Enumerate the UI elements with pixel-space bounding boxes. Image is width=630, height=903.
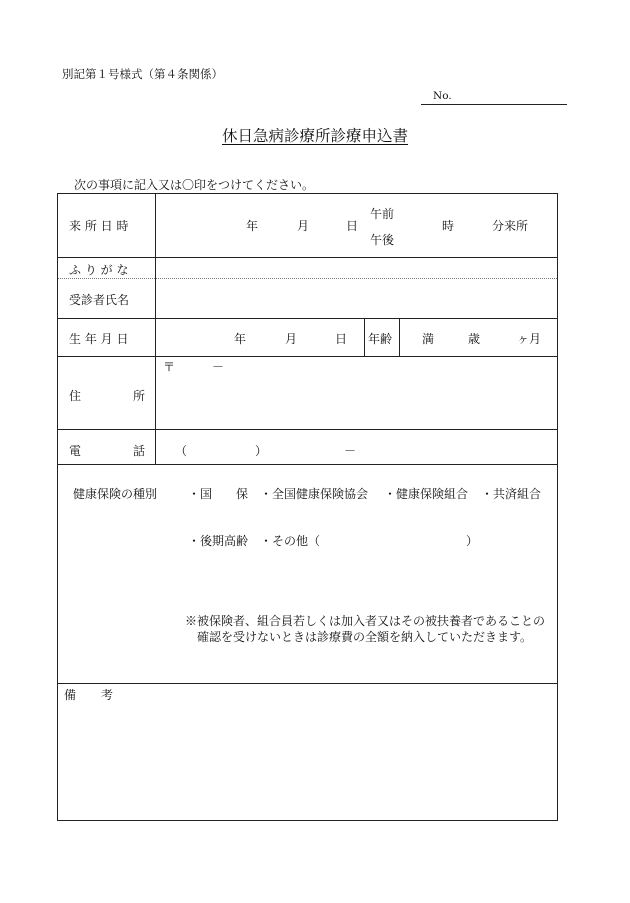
age-full-prefix: 満 xyxy=(422,332,435,346)
age-column-divider xyxy=(364,318,365,356)
application-form-table xyxy=(57,193,558,821)
insurance-other-field[interactable] xyxy=(318,530,464,548)
birth-day-unit: 日 xyxy=(335,332,348,346)
address-field[interactable] xyxy=(157,357,557,428)
insurance-option-national[interactable]: ・国 保 xyxy=(188,487,249,501)
number-label: No. xyxy=(433,90,452,102)
age-years-unit: 歳 xyxy=(468,332,481,346)
page-title: 休日急病診療所診療申込書 xyxy=(221,127,408,145)
am-option[interactable]: 午前 xyxy=(370,207,395,221)
phone-label-2: 話 xyxy=(133,444,146,458)
age-label: 年齢 xyxy=(368,332,393,346)
row-divider xyxy=(58,318,557,319)
visit-datetime-field[interactable] xyxy=(157,194,557,256)
furigana-field[interactable] xyxy=(157,258,557,278)
birth-year-unit: 年 xyxy=(234,332,247,346)
phone-open-paren: （ xyxy=(175,444,188,458)
visit-arrival-unit: 分来所 xyxy=(492,219,529,233)
visit-day-unit: 日 xyxy=(346,219,359,233)
postal-dash: － xyxy=(212,360,225,374)
phone-label-1: 電 xyxy=(69,444,82,458)
age-column-divider xyxy=(399,318,400,356)
age-months-unit: ヶ月 xyxy=(517,332,542,346)
patient-name-field[interactable] xyxy=(157,280,557,317)
insurance-other-close-paren: ） xyxy=(466,534,479,548)
phone-close-paren: ） xyxy=(255,444,268,458)
birthdate-label: 生 年 月 日 xyxy=(69,332,129,346)
remarks-label-1: 備 xyxy=(64,688,77,702)
insurance-option-kumiai[interactable]: ・健康保険組合 xyxy=(384,487,469,501)
insurance-option-other[interactable]: ・その他（ xyxy=(260,534,321,548)
insurance-note-line2: 確認を受けないときは診療費の全額を納入していただきます。 xyxy=(197,630,533,644)
form-number-label: 別記第１号様式（第４条関係） xyxy=(62,67,223,81)
remarks-field[interactable] xyxy=(58,684,557,820)
phone-field[interactable] xyxy=(157,430,557,463)
pm-option[interactable]: 午後 xyxy=(370,233,395,247)
remarks-label-2: 考 xyxy=(101,688,114,702)
row-divider xyxy=(58,464,557,465)
furigana-label: ふ り が な xyxy=(69,263,129,277)
visit-month-unit: 月 xyxy=(297,219,310,233)
insurance-option-kyokai[interactable]: ・全国健康保険協会 xyxy=(260,487,369,501)
insurance-option-kyosai[interactable]: ・共済組合 xyxy=(481,487,542,501)
visit-datetime-label: 来 所 日 時 xyxy=(69,219,129,233)
patient-name-label: 受診者氏名 xyxy=(69,293,130,307)
insurance-note-line1: ※被保険者、組合員若しくは加入者又はその被扶養者であることの xyxy=(185,614,546,628)
birth-month-unit: 月 xyxy=(285,332,298,346)
insurance-option-elderly[interactable]: ・後期高齢 xyxy=(188,534,249,548)
phone-dash: － xyxy=(344,444,357,458)
row-divider-dotted xyxy=(58,278,557,279)
instruction-text: 次の事項に記入又は〇印をつけてください。 xyxy=(74,178,315,192)
address-label-2: 所 xyxy=(133,389,146,403)
postal-mark: 〒 xyxy=(163,360,176,374)
address-label-1: 住 xyxy=(69,389,82,403)
label-column-divider xyxy=(155,194,156,464)
insurance-type-label: 健康保険の種別 xyxy=(73,487,158,501)
visit-hour-unit: 時 xyxy=(442,219,455,233)
visit-year-unit: 年 xyxy=(246,219,259,233)
